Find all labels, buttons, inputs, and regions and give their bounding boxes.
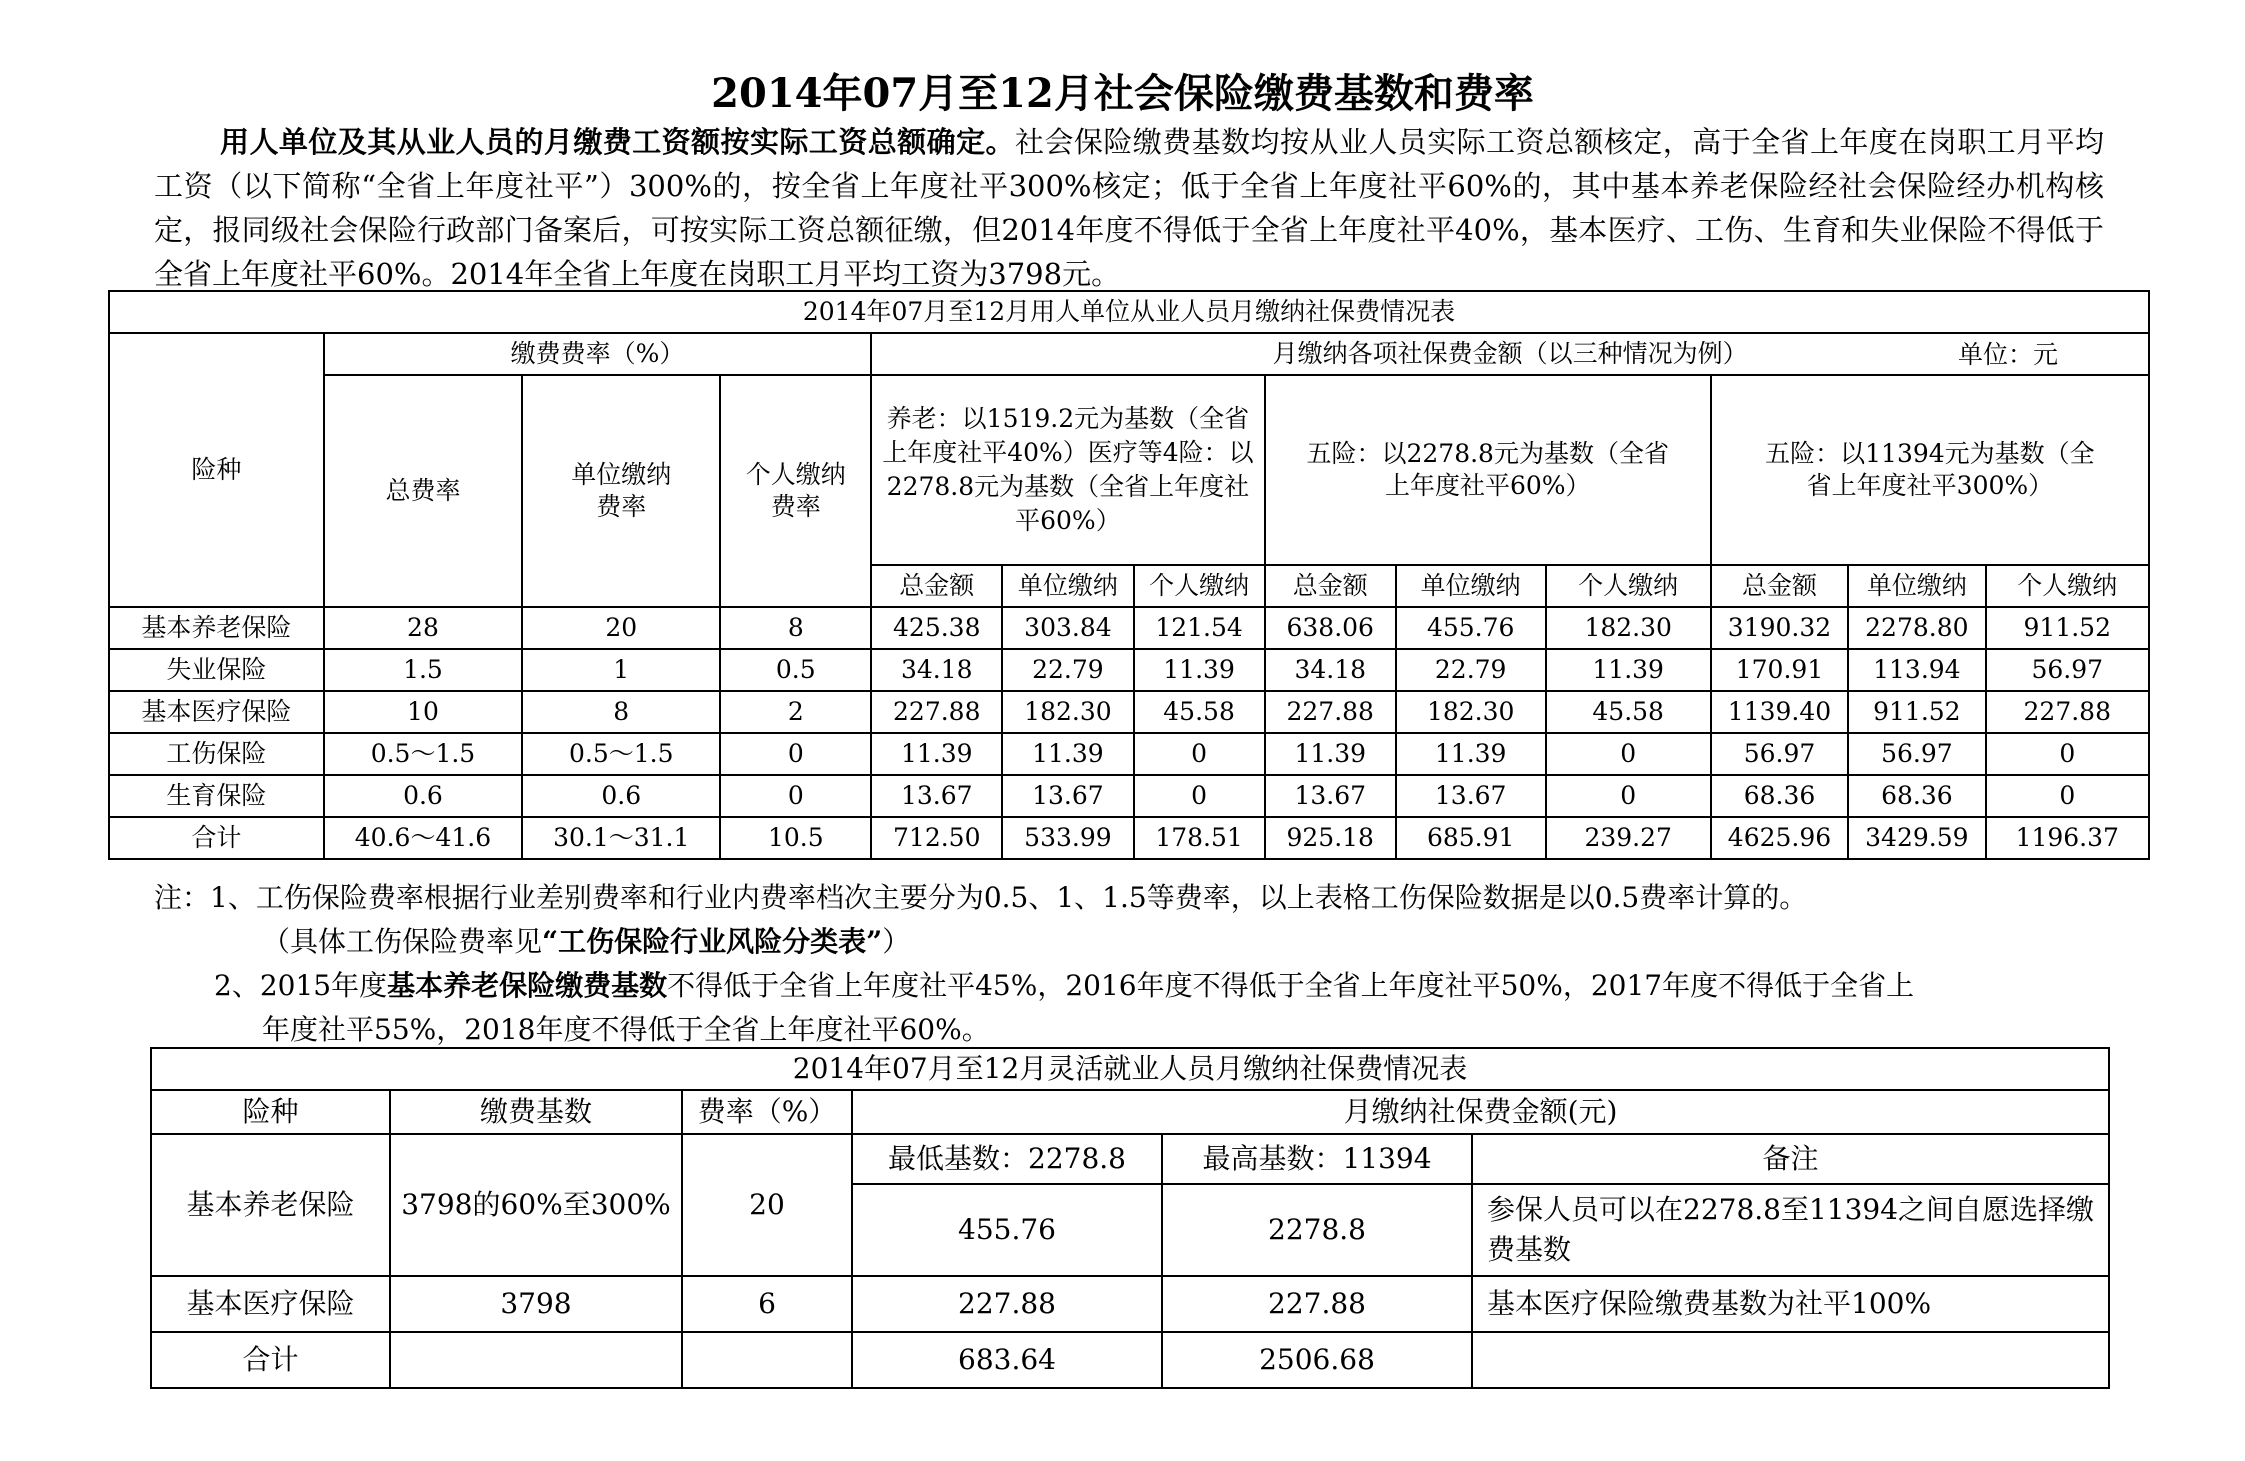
row-value: 0 [1134, 733, 1265, 775]
row-value: 455.76 [1396, 607, 1546, 649]
t2-header-insurance: 险种 [151, 1090, 390, 1134]
row-value: 20 [522, 607, 720, 649]
row-value: 227.88 [1986, 691, 2149, 733]
amount-header: 月缴纳各项社保费金额（以三种情况为例） [1272, 339, 1748, 368]
row-value: 911.52 [1848, 691, 1985, 733]
row-value: 911.52 [1986, 607, 2149, 649]
row-value: 13.67 [1002, 775, 1133, 817]
row-value: 0 [1546, 775, 1711, 817]
col-insurance-header: 险种 [109, 333, 324, 607]
row-value: 11.39 [871, 733, 1002, 775]
t2-row-note: 基本医疗保险缴费基数为社平100% [1472, 1276, 2109, 1332]
row-value: 56.97 [1986, 649, 2149, 691]
note-1-post: ） [882, 925, 911, 958]
rate-col-total: 总费率 [324, 375, 522, 607]
row-value: 45.58 [1134, 691, 1265, 733]
sub-col-personal: 个人缴纳 [1986, 565, 2149, 607]
note-1: 注：1、工伤保险费率根据行业差别费率和行业内费率档次主要分为0.5、1、1.5等费率，以上表格工伤保险数据是以0.5费率计算的。 [154, 881, 1808, 914]
unit-label: 单位：元 [1957, 340, 2058, 369]
t2-row-base: 3798 [390, 1276, 682, 1332]
row-value: 227.88 [871, 691, 1002, 733]
t2-row-min: 227.88 [852, 1276, 1162, 1332]
t2-row-name: 基本医疗保险 [151, 1276, 390, 1332]
row-value: 3429.59 [1848, 817, 1985, 859]
sub-col-employer: 单位缴纳 [1396, 565, 1546, 607]
t2-row-min: 455.76 [852, 1184, 1162, 1276]
row-value: 303.84 [1002, 607, 1133, 649]
note-1-pre: （具体工伤保险费率见 [262, 925, 543, 958]
t2-header-base: 缴费基数 [390, 1090, 682, 1134]
row-value: 8 [522, 691, 720, 733]
row-value: 121.54 [1134, 607, 1265, 649]
t2-sub-max: 最高基数：11394 [1162, 1134, 1472, 1184]
row-value: 45.58 [1546, 691, 1711, 733]
row-value: 1196.37 [1986, 817, 2149, 859]
note-2-pre: 2、2015年度 [214, 969, 388, 1002]
row-value: 182.30 [1002, 691, 1133, 733]
t2-sub-note: 备注 [1472, 1134, 2109, 1184]
row-value: 2278.80 [1848, 607, 1985, 649]
t2-row-note [1472, 1332, 2109, 1388]
row-value: 0.5 [720, 649, 871, 691]
note-2-post: 不得低于全省上年度社平45%，2016年度不得低于全省上年度社平50%，2017年度不得低于全省上 [667, 969, 1915, 1002]
table2-caption: 2014年07月至12月灵活就业人员月缴纳社保费情况表 [151, 1048, 2109, 1090]
page-title: 2014年07月至12月社会保险缴费基数和费率 [711, 70, 1534, 117]
row-value: 0 [1134, 775, 1265, 817]
row-value: 182.30 [1546, 607, 1711, 649]
row-value: 40.6～41.6 [324, 817, 522, 859]
scenario-2: 五险：以2278.8元为基数（全省上年度社平60%） [1265, 375, 1711, 565]
row-insurance-name: 基本养老保险 [109, 607, 324, 649]
row-value: 34.18 [871, 649, 1002, 691]
t2-header-amount: 月缴纳社保费金额(元) [852, 1090, 2109, 1134]
table-row [109, 607, 2149, 649]
sub-col-total: 总金额 [871, 565, 1002, 607]
row-value: 13.67 [1265, 775, 1396, 817]
row-value: 68.36 [1711, 775, 1848, 817]
sub-col-employer: 单位缴纳 [1848, 565, 1985, 607]
row-value: 11.39 [1396, 733, 1546, 775]
t2-row-rate: 20 [682, 1134, 852, 1276]
row-value: 2 [720, 691, 871, 733]
row-value: 13.67 [1396, 775, 1546, 817]
row-value: 8 [720, 607, 871, 649]
row-value: 113.94 [1848, 649, 1985, 691]
sub-col-personal: 个人缴纳 [1546, 565, 1711, 607]
row-value: 56.97 [1848, 733, 1985, 775]
table1-caption: 2014年07月至12月用人单位从业人员月缴纳社保费情况表 [109, 291, 2149, 333]
row-value: 712.50 [871, 817, 1002, 859]
row-value: 0.5～1.5 [324, 733, 522, 775]
intro-rest: 社会保险缴费基数均按从业人员实际工资总额核定，高于全省上年度在岗职工月平均工资（以下简称“全省上年度社平”）300%的，按全省上年度社平300%核定；低于全省上年度社平60%的，其中基本养老保险经社会保险经办机构核定，报同级社会保险行政部门备案后，可按实际工资总额征缴，但2014年度不得低于全省上年度社平40%，基本医疗、工伤、生育和失业保险不得低于全省上年度社平60%。2014年全省上年度在岗职工月平均工资为3798元。 [154, 125, 2104, 291]
row-insurance-name: 工伤保险 [109, 733, 324, 775]
t2-row-max: 227.88 [1162, 1276, 1472, 1332]
t2-row-base [390, 1332, 682, 1388]
row-value: 533.99 [1002, 817, 1133, 859]
row-value: 170.91 [1711, 649, 1848, 691]
t2-row-name: 合计 [151, 1332, 390, 1388]
row-value: 56.97 [1711, 733, 1848, 775]
flexible-table [150, 1047, 2110, 1389]
row-value: 22.79 [1396, 649, 1546, 691]
row-value: 425.38 [871, 607, 1002, 649]
t2-row-rate: 6 [682, 1276, 852, 1332]
row-value: 11.39 [1134, 649, 1265, 691]
table-row [109, 649, 2149, 691]
t2-row-min: 683.64 [852, 1332, 1162, 1388]
rate-col-personal: 个人缴纳费率 [720, 375, 871, 607]
row-value: 0 [720, 733, 871, 775]
t2-row-base: 3798的60%至300% [390, 1134, 682, 1276]
row-value: 227.88 [1265, 691, 1396, 733]
t2-row-name: 基本养老保险 [151, 1134, 390, 1276]
row-value: 22.79 [1002, 649, 1133, 691]
row-value: 0 [1546, 733, 1711, 775]
sub-col-total: 总金额 [1711, 565, 1848, 607]
row-value: 0.6 [324, 775, 522, 817]
note-1-bold: “工伤保险行业风险分类表” [542, 925, 883, 958]
row-value: 925.18 [1265, 817, 1396, 859]
row-value: 1 [522, 649, 720, 691]
t2-row-rate [682, 1332, 852, 1388]
row-value: 0.5～1.5 [522, 733, 720, 775]
row-insurance-name: 基本医疗保险 [109, 691, 324, 733]
amount-header-cell [871, 333, 2149, 375]
sub-col-personal: 个人缴纳 [1134, 565, 1265, 607]
scenario-3: 五险：以11394元为基数（全省上年度社平300%） [1711, 375, 2149, 565]
row-insurance-name: 生育保险 [109, 775, 324, 817]
row-value: 178.51 [1134, 817, 1265, 859]
t2-row-max: 2506.68 [1162, 1332, 1472, 1388]
row-value: 638.06 [1265, 607, 1396, 649]
intro-paragraph [154, 120, 2104, 296]
row-value: 182.30 [1396, 691, 1546, 733]
row-value: 28 [324, 607, 522, 649]
note-2-cont: 年度社平55%，2018年度不得低于全省上年度社平60%。 [262, 1013, 990, 1046]
table-row [109, 691, 2149, 733]
row-value: 0 [720, 775, 871, 817]
row-value: 11.39 [1546, 649, 1711, 691]
employer-table [108, 290, 2150, 860]
t2-row-max: 2278.8 [1162, 1184, 1472, 1276]
row-insurance-name: 合计 [109, 817, 324, 859]
table-row [109, 733, 2149, 775]
scenario-1: 养老：以1519.2元为基数（全省上年度社平40%）医疗等4险：以2278.8元为基数（全省上年度社平60%） [871, 375, 1264, 565]
row-value: 34.18 [1265, 649, 1396, 691]
row-value: 0.6 [522, 775, 720, 817]
row-value: 10.5 [720, 817, 871, 859]
t2-sub-min: 最低基数：2278.8 [852, 1134, 1162, 1184]
row-value: 0 [1986, 775, 2149, 817]
row-value: 30.1～31.1 [522, 817, 720, 859]
rate-header: 缴费费率（%） [324, 333, 871, 375]
row-value: 3190.32 [1711, 607, 1848, 649]
rate-col-employer: 单位缴纳费率 [522, 375, 720, 607]
note-2 [214, 964, 2114, 1008]
row-value: 4625.96 [1711, 817, 1848, 859]
row-value: 11.39 [1002, 733, 1133, 775]
row-value: 68.36 [1848, 775, 1985, 817]
note-1-detail [262, 920, 2242, 964]
sub-col-employer: 单位缴纳 [1002, 565, 1133, 607]
row-value: 239.27 [1546, 817, 1711, 859]
sub-col-total: 总金额 [1265, 565, 1396, 607]
row-value: 1139.40 [1711, 691, 1848, 733]
row-insurance-name: 失业保险 [109, 649, 324, 691]
table-row [109, 775, 2149, 817]
intro-bold: 用人单位及其从业人员的月缴费工资额按实际工资总额确定。 [220, 125, 1015, 159]
t2-row-note: 参保人员可以在2278.8至11394之间自愿选择缴费基数 [1472, 1184, 2109, 1276]
row-value: 10 [324, 691, 522, 733]
t2-header-rate: 费率（%） [682, 1090, 852, 1134]
row-value: 11.39 [1265, 733, 1396, 775]
table-row [109, 817, 2149, 859]
row-value: 13.67 [871, 775, 1002, 817]
note-2-bold: 基本养老保险缴费基数 [387, 969, 668, 1002]
row-value: 685.91 [1396, 817, 1546, 859]
row-value: 0 [1986, 733, 2149, 775]
row-value: 1.5 [324, 649, 522, 691]
